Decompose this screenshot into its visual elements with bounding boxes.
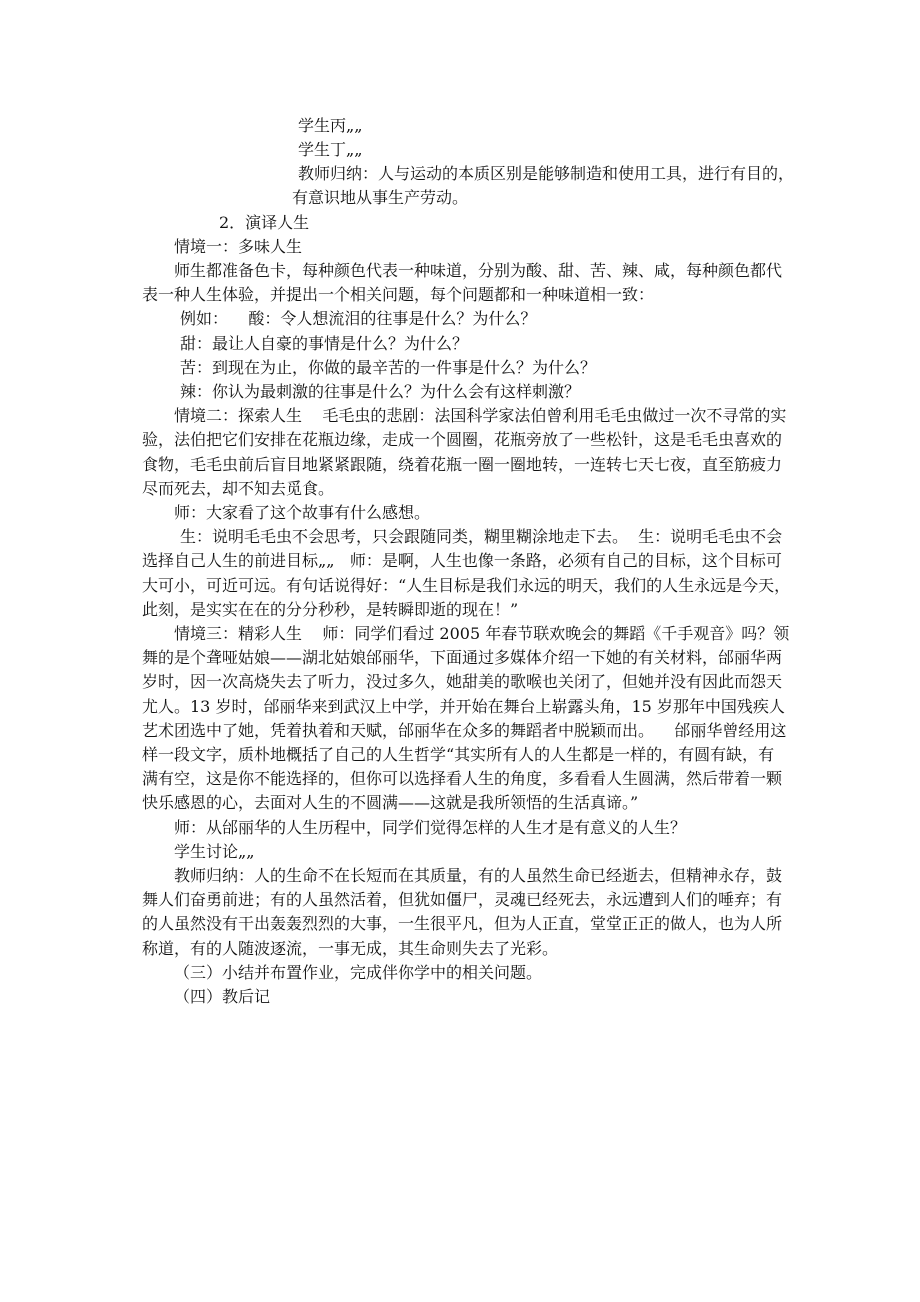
text-line: 食物，毛毛虫前后盲目地紧紧跟随，绕着花瓶一圈一圈地转，一连转七天七夜，直至筋疲力 [142,455,783,474]
text-line: 表一种人生体验，并提出一个相关问题，每个问题都和一种味道相一致： [142,285,655,304]
text-line: 艺术团选中了她，凭着执着和天赋，邰丽华在众多的舞蹈者中脱颖而出。 邰丽华曾经用这 [142,721,787,740]
text-line: 例如： 酸：令人想流泪的往事是什么？为什么？ [180,309,537,328]
text-line: 满有空，这是你不能选择的，但你可以选择看人生的角度，多看看人生圆满，然后带着一颗 [142,769,783,788]
text-line: 情境二：探索人生 毛毛虫的悲剧：法国科学家法伯曾利用毛毛虫做过一次不寻常的实 [174,406,787,425]
text-line: 生：说明毛毛虫不会思考，只会跟随同类，糊里糊涂地走下去。 生：说明毛毛虫不会 [180,527,783,546]
text-line: 快乐感恩的心，去面对人生的不圆满——这就是我所领悟的生活真谛。” [142,793,639,812]
text-line: 岁时，因一次高烧失去了听力，没过多久，她甜美的歌喉也关闭了，但她并没有因此而怨天 [142,672,783,691]
scenario-heading: 情境一：多味人生 [174,237,303,256]
text-line: 师生都准备色卡，每种颜色代表一种味道，分别为酸、甜、苦、辣、咸，每种颜色都代 [174,261,783,280]
text-line: 舞的是个聋哑姑娘——湖北姑娘邰丽华，下面通过多媒体介绍一下她的有关材料，邰丽华两 [142,648,783,667]
text-line: 教师归纳：人的生命不在长短而在其质量，有的人虽然生命已经逝去，但精神永存，鼓 [174,866,783,885]
text-line: 舞人们奋勇前进；有的人虽然活着，但犹如僵尸，灵魂已经死去，永远遭到人们的唾弃；有 [142,890,783,909]
text-line: 称道，有的人随波逐流，一事无成，其生命则失去了光彩。 [142,939,559,958]
text-line: 辣：你认为最刺激的往事是什么？为什么会有这样刺激？ [180,382,581,401]
text-line: 学生丙„„ [298,116,363,135]
text-line: 学生丁„„ [298,140,363,159]
text-line: 的人虽然没有干出轰轰烈烈的大事，一生很平凡，但为人正直，堂堂正正的做人，也为人所 [142,914,783,933]
text-line: 有意识地从事生产劳动。 [292,188,469,207]
text-line: 尽而死去，却不知去觅食。 [142,479,335,498]
text-line: 选择自己人生的前进目标„„ 师：是啊，人生也像一条路，必须有自己的目标，这个目标可 [142,551,782,570]
text-line: 验，法伯把它们安排在花瓶边缘，走成一个圆圈，花瓶旁放了一些松针，这是毛毛虫喜欢的 [142,430,783,449]
text-line: 大可小，可近可远。有句话说得好：“人生目标是我们永远的明天，我们的人生永远是今天， [142,576,791,595]
text-line: 师：大家看了这个故事有什么感想。 [174,503,431,522]
text-line: 情境三：精彩人生 师：同学们看过 2005 年春节联欢晚会的舞蹈《千手观音》吗？领 [174,624,790,643]
text-line: 样一段文字，质朴地概括了自己的人生哲学“其实所有人的人生都是一样的，有圆有缺，有 [142,745,775,764]
text-line: 尤人。13 岁时，邰丽华来到武汉上中学，并开始在舞台上崭露头角，15 岁那年中国残疾人 [142,697,785,716]
text-line: 师：从邰丽华的人生历程中，同学们觉得怎样的人生才是有意义的人生？ [174,818,687,837]
text-line: 甜：最让人自豪的事情是什么？为什么？ [180,334,469,353]
text-line: （三）小结并布置作业，完成伴你学中的相关问题。 [174,963,543,982]
section-heading: 2．演译人生 [219,213,310,232]
text-line: 教师归纳：人与运动的本质区别是能够制造和使用工具，进行有目的， [298,164,795,183]
text-line: （四）教后记 [174,987,271,1006]
text-line: 学生讨论„„ [174,842,255,861]
text-line: 苦：到现在为止，你做的最辛苦的一件事是什么？为什么？ [180,358,597,377]
text-line: 此刻，是实实在在的分分秒秒，是转瞬即逝的现在！” [142,600,519,619]
